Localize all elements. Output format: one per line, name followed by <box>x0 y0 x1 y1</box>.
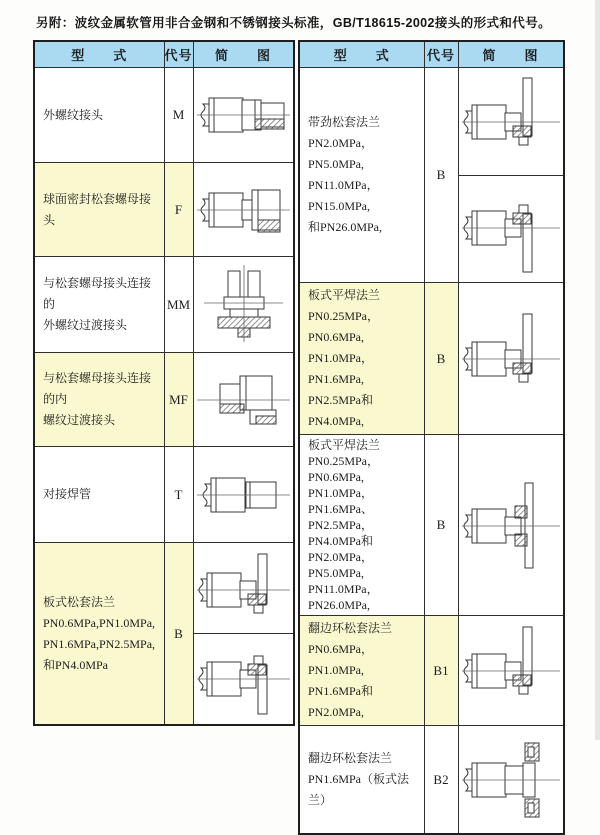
spherical-seal-loose-nut-fitting-diagram <box>194 165 293 254</box>
fitting-table-left <box>33 40 295 726</box>
female-thread-transition-fitting-diagram <box>194 355 293 444</box>
type-line: 球面密封松套螺母接头 <box>43 191 152 227</box>
type-cell <box>34 543 164 726</box>
column-header-code: 代号 <box>164 41 193 68</box>
type-line: PN0.25MPa，PN0.6MPa, <box>308 454 380 484</box>
table-row <box>299 616 564 726</box>
type-line: PN1.6MPa和PN2.0MPa, <box>308 684 374 719</box>
plate-loose-flange-down-diagram <box>459 175 563 281</box>
weld-plate-flange-diagram <box>459 473 563 578</box>
type-line: 螺纹过渡接头 <box>43 413 116 427</box>
type-cell <box>34 257 164 353</box>
type-cell <box>34 447 164 543</box>
header-row <box>299 41 564 68</box>
code-cell: B <box>164 543 193 726</box>
diagram-cell <box>458 616 564 726</box>
plate-loose-flange-up-diagram <box>459 306 563 411</box>
diagram-cell <box>193 353 294 447</box>
code-cell: B <box>424 435 458 616</box>
code-cell: B2 <box>424 726 458 835</box>
type-line: 与松套螺母接头连接的 <box>43 276 152 311</box>
type-line: PN0.6MPa,PN1.0MPa, <box>43 615 156 630</box>
diagram-cell <box>458 68 564 283</box>
column-header-diagram: 简 图 <box>458 41 564 68</box>
diagram-cell <box>458 435 564 616</box>
table-row <box>299 435 564 616</box>
type-line: PN1.6MPa,PN2.5MPa, <box>43 636 156 651</box>
table-row <box>34 543 294 726</box>
type-cell <box>34 68 164 163</box>
table-row <box>34 447 294 543</box>
type-line: 板式平焊法兰 <box>308 438 381 452</box>
column-header-type: 型 式 <box>299 41 424 68</box>
type-cell <box>299 283 424 435</box>
code-cell: T <box>164 447 193 543</box>
type-line: PN11.0MPa，PN26.0MPa, <box>308 582 379 612</box>
column-header-diagram: 简 图 <box>193 41 294 68</box>
type-line: 与松套螺母接头连接的内 <box>43 371 152 406</box>
diagram-cell <box>193 543 294 726</box>
type-line: PN2.5MPa和PN4.0MPa, <box>308 393 374 428</box>
table-row <box>299 68 564 283</box>
code-cell: B <box>424 68 458 283</box>
code-cell: F <box>164 163 193 257</box>
header-row <box>34 41 294 68</box>
type-line: 和PN4.0MPa <box>43 657 109 672</box>
type-line: PN1.0MPa，PN1.6MPa、 <box>308 486 374 516</box>
type-line: 和PN26.0MPa, <box>308 220 383 234</box>
type-line: PN1.6MPa（板式法兰） <box>308 772 410 807</box>
code-cell: B1 <box>424 616 458 726</box>
male-thread-transition-fitting-diagram <box>194 259 293 350</box>
type-line: PN2.0MPa，PN5.0MPa, <box>308 136 374 171</box>
fitting-table-right <box>298 40 565 835</box>
column-header-code: 代号 <box>424 41 458 68</box>
type-line: PN2.0MPa，PN5.0MPa, <box>308 550 374 580</box>
type-cell <box>299 68 424 283</box>
type-cell <box>299 435 424 616</box>
type-line: PN0.6MPa，PN1.0MPa, <box>308 642 374 677</box>
type-line: PN1.0MPa，PN1.6MPa, <box>308 351 374 386</box>
type-line: PN11.0MPa，PN15.0MPa, <box>308 178 379 213</box>
diagram-cell <box>193 68 294 163</box>
column-header-type: 型 式 <box>34 41 164 68</box>
type-line: 板式平焊法兰 <box>308 288 381 302</box>
code-cell: MM <box>164 257 193 353</box>
diagram-cell <box>458 726 564 835</box>
type-line: 外螺纹过渡接头 <box>43 318 128 332</box>
plate-loose-flange-up-diagram <box>459 619 563 723</box>
diagram-cell <box>458 283 564 435</box>
code-cell: M <box>164 68 193 163</box>
type-cell <box>299 616 424 726</box>
type-line: 翻边环松套法兰 <box>308 621 393 635</box>
table-row <box>299 283 564 435</box>
type-cell <box>34 353 164 447</box>
diagram-cell <box>193 163 294 257</box>
type-line: PN2.5MPa，PN4.0MPa和 <box>308 518 374 548</box>
type-cell <box>299 726 424 835</box>
type-cell <box>34 163 164 257</box>
diagram-cell <box>193 257 294 353</box>
butt-weld-pipe-diagram <box>194 449 293 540</box>
diagram-cell <box>193 447 294 543</box>
lap-joint-flange-diagram <box>459 728 563 831</box>
plate-loose-flange-up-diagram <box>194 545 293 633</box>
table-row <box>34 163 294 257</box>
type-line: PN0.25MPa，PN0.6MPa, <box>308 309 380 344</box>
type-line: 翻边环松套法兰 <box>308 751 393 765</box>
plate-loose-flange-up-diagram <box>459 70 563 175</box>
table-row <box>34 353 294 447</box>
code-cell: MF <box>164 353 193 447</box>
table-row <box>34 257 294 353</box>
type-line: 带劲松套法兰 <box>308 115 381 129</box>
type-line: 外螺纹接头 <box>43 107 104 122</box>
table-row <box>34 68 294 163</box>
page-edge-shadow <box>595 0 600 740</box>
caption: 另附：波纹金属软管用非合金钢和不锈钢接头标准，GB/T18615-2002接头的形式和代号。 <box>36 16 551 30</box>
male-thread-fitting-diagram <box>194 70 293 160</box>
code-cell: B <box>424 283 458 435</box>
table-row <box>299 726 564 835</box>
type-line: 对接焊管 <box>43 487 92 501</box>
plate-loose-flange-down-diagram <box>194 633 293 722</box>
type-line: 板式松套法兰 <box>43 594 116 609</box>
